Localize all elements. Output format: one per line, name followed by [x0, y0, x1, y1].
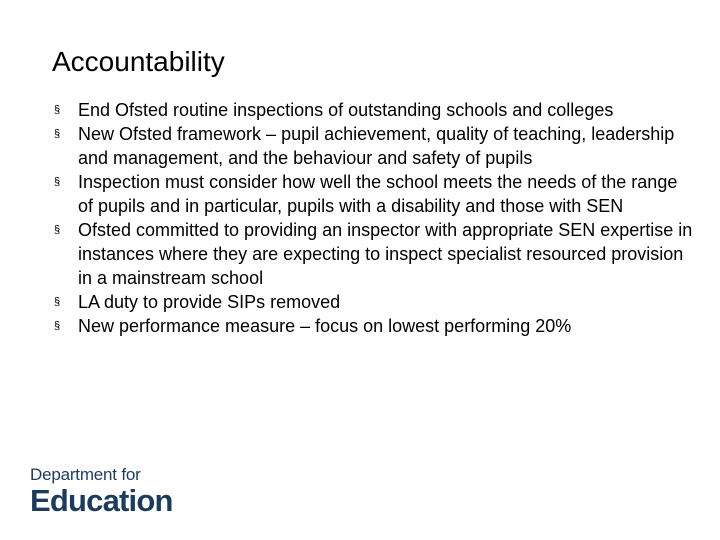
- bullet-marker-icon: §: [54, 224, 61, 236]
- bullet-item: [54, 98, 694, 122]
- slide-title: Accountability: [52, 46, 225, 77]
- bullet-marker-icon: §: [54, 176, 61, 188]
- bullet-item: [54, 122, 694, 170]
- bullet-text: Ofsted committed to providing an inspector with appropriate SEN expertise in instances where they are expecting to inspect specialist resourced provision in a mainstream school: [78, 220, 693, 288]
- bullet-marker-icon: §: [54, 296, 61, 308]
- bullet-item: [54, 170, 694, 218]
- bullet-text: End Ofsted routine inspections of outstanding schools and colleges: [78, 100, 614, 120]
- bullet-item: [54, 314, 694, 338]
- bullet-marker-icon: §: [54, 104, 61, 116]
- bullet-text: Inspection must consider how well the school meets the needs of the range of pupils and in particular, pupils with a disability and those with SEN: [78, 172, 678, 216]
- bullet-list: [54, 98, 694, 338]
- bullet-marker-icon: §: [54, 320, 61, 332]
- bullet-item: [54, 290, 694, 314]
- bullet-marker-icon: §: [54, 128, 61, 140]
- bullet-text: New performance measure – focus on lowest performing 20%: [78, 316, 572, 336]
- bullet-text: New Ofsted framework – pupil achievement, quality of teaching, leadership and management, and the behaviour and safety of pupils: [78, 124, 675, 168]
- logo-department-text: Department for: [30, 465, 141, 484]
- logo-education-text: Education: [30, 483, 173, 518]
- department-for-education-logo: [30, 466, 173, 518]
- bullet-text: LA duty to provide SIPs removed: [78, 292, 341, 312]
- bullet-item: [54, 218, 694, 290]
